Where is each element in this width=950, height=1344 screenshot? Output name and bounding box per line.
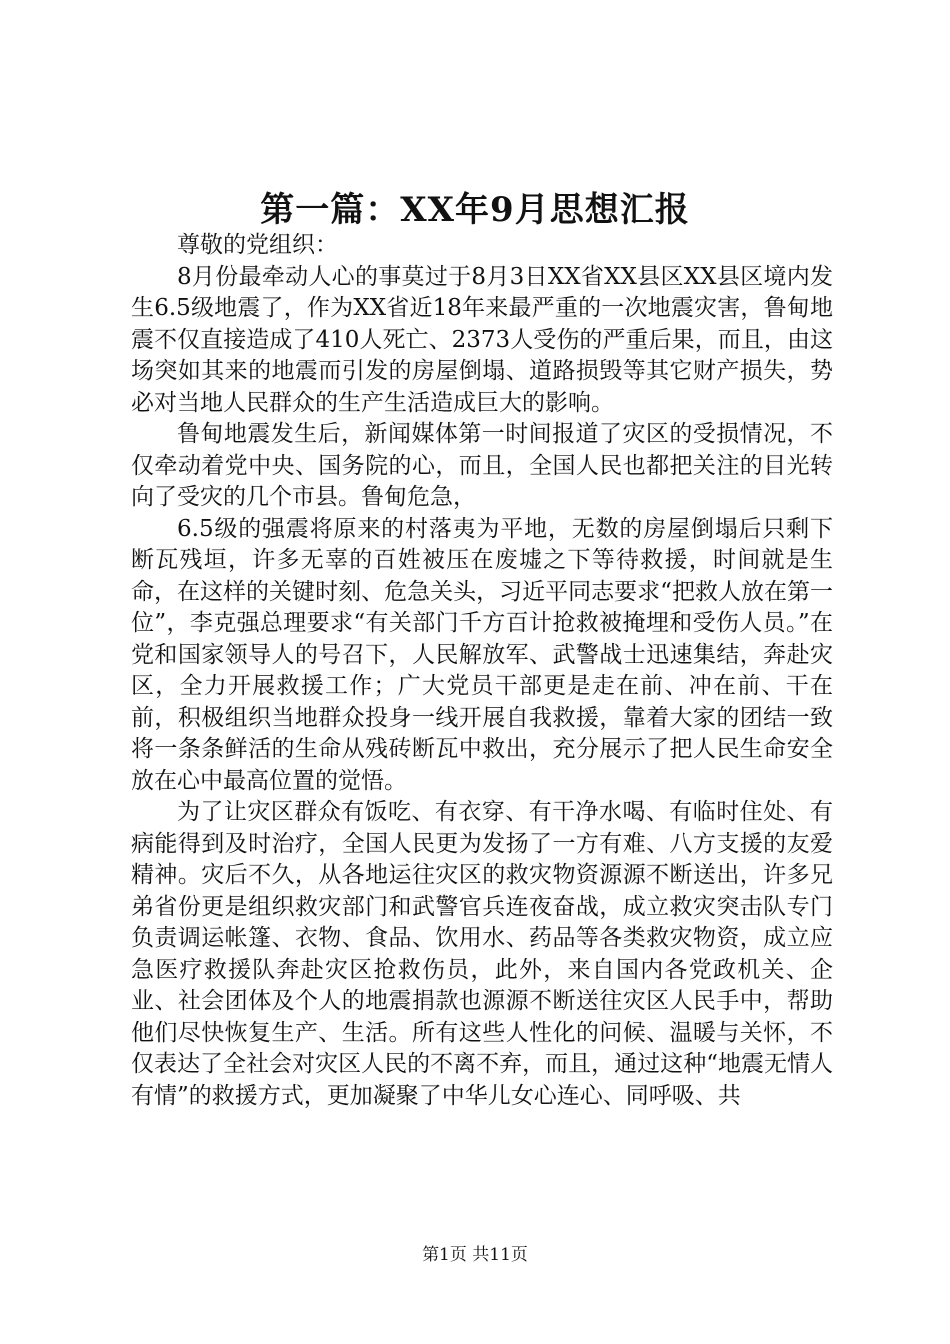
salutation: 尊敬的党组织： xyxy=(177,232,338,258)
paragraph-3: 6.5级的强震将原来的村落夷为平地，无数的房屋倒塌后只剩下断瓦残垣，许多无辜的百姓被压在废墟之下等待救援，时间就是生命，在这样的关键时刻、危急关头，习近平同志要求“把救人放在第一位”，李克强总理要求“有关部门千方百计抢救被掩埋和受伤人员。”在党和国家领导人的号召下，人民解放军、武警战士迅速集结，奔赴灾区，全力开展救援工作；广大党员干部更是走在前、冲在前、干在前，积极组织当地群众投身一线开展自我救援，靠着大家的团结一致将一条条鲜活的生命从残砖断瓦中救出，充分展示了把人民生命安全放在心中最高位置的觉悟。 xyxy=(131,515,833,794)
page-footer: 第1页 共11页 xyxy=(422,1245,528,1265)
paragraph-1: 8月份最牵动人心的事莫过于8月3日XX省XX县区XX县区境内发生6.5级地震了，作为XX省近18年来最严重的一次地震灾害，鲁甸地震不仅直接造成了410人死亡、2373人受伤的严重后果，而且，由这场突如其来的地震而引发的房屋倒塌、道路损毁等其它财产损失，势必对当地人民群众的生产生活造成巨大的影响。 xyxy=(131,263,833,416)
document-body xyxy=(131,230,833,1112)
paragraph-4: 为了让灾区群众有饭吃、有衣穿、有干净水喝、有临时住处、有病能得到及时治疗，全国人民更为发扬了一方有难、八方支援的友爱精神。灾后不久，从各地运往灾区的救灾物资源源不断送出，许多兄弟省份更是组织救灾部门和武警官兵连夜奋战，成立救灾突击队专门负责调运帐篷、衣物、食品、饮用水、药品等各类救灾物资，成立应急医疗救援队奔赴灾区抢救伤员，此外，来自国内各党政机关、企业、社会团体及个人的地震捐款也源源不断送往灾区人民手中，帮助他们尽快恢复生产、生活。所有这些人性化的问候、温暖与关怀，不仅表达了全社会对灾区人民的不离不弃，而且，通过这种“地震无情人有情”的救援方式，更加凝聚了中华儿女心连心、同呼吸、共 xyxy=(131,799,833,1109)
document-title: 第一篇：XX年9月思想汇报 xyxy=(260,190,690,230)
paragraph-2: 鲁甸地震发生后，新闻媒体第一时间报道了灾区的受损情况，不仅牵动着党中央、国务院的心，而且，全国人民也都把关注的目光转向了受灾的几个市县。鲁甸危急， xyxy=(131,421,833,510)
